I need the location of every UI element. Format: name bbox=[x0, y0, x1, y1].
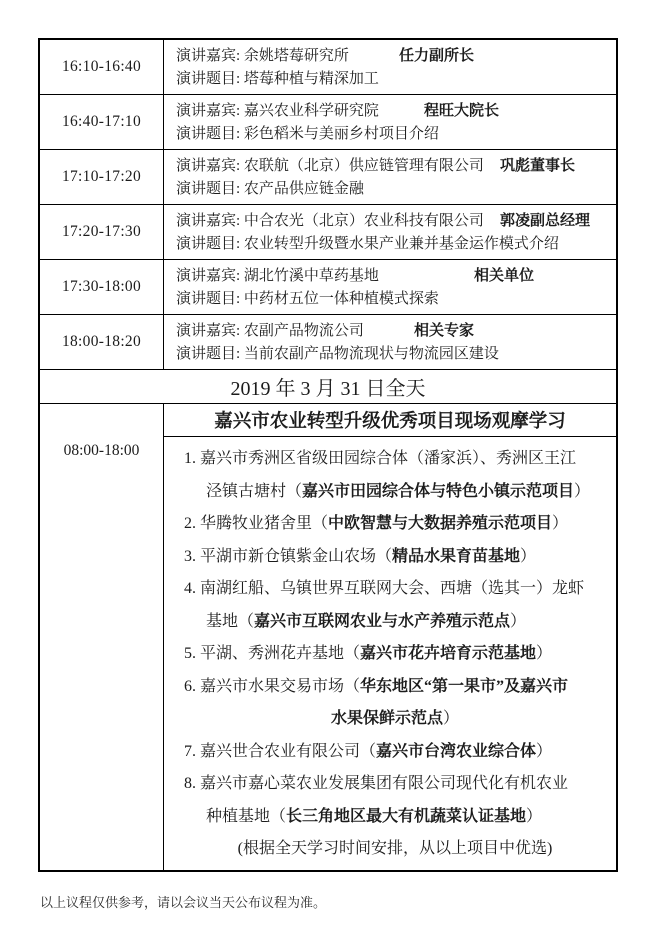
line-text-bold: 嘉兴市花卉培育示范基地 bbox=[360, 645, 537, 662]
guest-label: 演讲嘉宾: bbox=[176, 103, 244, 119]
topic-text: 彩色稻米与美丽乡村项目介绍 bbox=[243, 126, 439, 142]
guest-label: 演讲嘉宾: bbox=[176, 213, 244, 229]
speaker-name: 任力副所长 bbox=[398, 48, 474, 64]
topic-label: 演讲题目: bbox=[176, 291, 244, 307]
footer-disclaimer: 以上议程仅供参考，请以会议当天公布议程为准。 bbox=[40, 895, 327, 910]
line-text: ） bbox=[526, 807, 543, 825]
line-text: ） bbox=[574, 482, 591, 500]
time-cell: 17:10-17:20 bbox=[40, 150, 164, 204]
line-text: 5. 平湖、秀洲花卉基地（ bbox=[184, 645, 361, 662]
speaker-name: 郭凌副总经理 bbox=[499, 213, 590, 229]
trip-item-line bbox=[184, 638, 606, 671]
line-text-bold: 嘉兴市互联网农业与水产养殖示范点 bbox=[254, 612, 511, 630]
topic-label: 演讲题目: bbox=[176, 126, 244, 142]
time-cell: 16:10-16:40 bbox=[40, 40, 164, 94]
trip-item-line bbox=[184, 573, 606, 606]
time-cell: 16:40-17:10 bbox=[40, 95, 164, 149]
time-cell: 18:00-18:20 bbox=[40, 315, 164, 369]
time-cell: 08:00-18:00 bbox=[40, 404, 164, 870]
field-trip-row bbox=[40, 404, 616, 870]
topic-text: 中药材五位一体种植模式探索 bbox=[243, 291, 439, 307]
session-cell bbox=[164, 150, 616, 204]
speaker-org: 嘉兴农业科学研究院 bbox=[243, 103, 379, 119]
guest-label: 演讲嘉宾: bbox=[176, 48, 244, 64]
trip-item-line bbox=[184, 768, 606, 801]
guest-line bbox=[176, 265, 608, 288]
trip-item-line bbox=[184, 476, 606, 509]
trip-item-line bbox=[184, 541, 606, 574]
line-text: 2. 华腾牧业猪舍里（ bbox=[184, 515, 329, 532]
field-trip-list bbox=[164, 437, 616, 870]
trip-item-line bbox=[184, 736, 606, 769]
line-text: 8. 嘉兴市嘉心菜农业发展集团有限公司现代化有机农业 bbox=[184, 775, 569, 792]
topic-line bbox=[176, 68, 608, 91]
field-trip-cell bbox=[164, 404, 616, 870]
line-text-bold: 中欧智慧与大数据养殖示范项目 bbox=[328, 515, 553, 532]
topic-label: 演讲题目: bbox=[176, 181, 244, 197]
trip-item-line bbox=[184, 801, 606, 834]
time-cell: 17:20-17:30 bbox=[40, 205, 164, 259]
line-text: 6. 嘉兴市水果交易市场（ bbox=[184, 677, 361, 695]
guest-line bbox=[176, 45, 608, 68]
speaker-org: 余姚塔莓研究所 bbox=[243, 48, 349, 64]
line-text: ） bbox=[536, 742, 553, 760]
speaker-org: 农副产品物流公司 bbox=[243, 323, 364, 339]
line-text: ） bbox=[520, 547, 537, 565]
line-text: ） bbox=[552, 515, 569, 532]
trip-item-line bbox=[184, 703, 606, 736]
speaker-org: 农联航（北京）供应链管理有限公司 bbox=[243, 158, 484, 174]
topic-label: 演讲题目: bbox=[176, 236, 244, 252]
topic-line bbox=[176, 343, 608, 366]
line-text: ） bbox=[536, 645, 553, 662]
topic-text: 农产品供应链金融 bbox=[243, 181, 364, 197]
trip-item-line bbox=[184, 833, 606, 866]
trip-item-line bbox=[184, 443, 606, 476]
line-text-bold: 嘉兴市台湾农业综合体 bbox=[376, 742, 537, 760]
speaker-name: 相关专家 bbox=[413, 323, 474, 339]
topic-text: 塔莓种植与精深加工 bbox=[243, 71, 379, 87]
speaker-name: 程旺大院长 bbox=[423, 103, 499, 119]
trip-item-line bbox=[184, 508, 606, 541]
field-trip-title: 嘉兴市农业转型升级优秀项目现场观摩学习 bbox=[164, 404, 616, 437]
schedule-row bbox=[40, 40, 616, 95]
line-text: 7. 嘉兴世合农业有限公司（ bbox=[184, 742, 377, 760]
topic-line bbox=[176, 288, 608, 311]
date-banner-row bbox=[40, 370, 616, 404]
line-text-bold: 嘉兴市田园综合体与特色小镇示范项目 bbox=[302, 482, 575, 500]
schedule-row bbox=[40, 260, 616, 315]
trip-item-line bbox=[184, 606, 606, 639]
speaker-org: 中合农光（北京）农业科技有限公司 bbox=[243, 213, 484, 229]
line-text-bold: 华东地区“第一果市”及嘉兴市 bbox=[360, 677, 569, 695]
guest-label: 演讲嘉宾: bbox=[176, 323, 244, 339]
line-text: 1. 嘉兴市秀洲区省级田园综合体（潘家浜）、秀洲区王江 bbox=[184, 450, 577, 467]
topic-label: 演讲题目: bbox=[176, 346, 244, 362]
line-text: 种植基地（ bbox=[206, 807, 287, 825]
topic-line bbox=[176, 178, 608, 201]
speaker-org: 湖北竹溪中草药基地 bbox=[243, 268, 379, 284]
line-text: 泾镇古塘村（ bbox=[206, 482, 303, 500]
agenda-table bbox=[38, 38, 618, 872]
schedule-row bbox=[40, 150, 616, 205]
line-text: ） bbox=[443, 710, 460, 727]
line-text: 3. 平湖市新仓镇紫金山农场（ bbox=[184, 547, 393, 565]
line-text-bold: 精品水果育苗基地 bbox=[392, 547, 521, 565]
guest-line bbox=[176, 320, 608, 343]
speaker-name: 巩彪董事长 bbox=[499, 158, 575, 174]
line-text: 基地（ bbox=[206, 612, 255, 630]
schedule-row bbox=[40, 205, 616, 260]
guest-line bbox=[176, 155, 608, 178]
session-cell bbox=[164, 260, 616, 314]
line-text: ） bbox=[510, 612, 527, 630]
topic-label: 演讲题目: bbox=[176, 71, 244, 87]
topic-line bbox=[176, 123, 608, 146]
date-banner: 2019 年 3 月 31 日全天 bbox=[230, 378, 426, 400]
session-cell bbox=[164, 315, 616, 369]
session-cell bbox=[164, 205, 616, 259]
guest-line bbox=[176, 100, 608, 123]
line-text: (根据全天学习时间安排，从以上项目中优选) bbox=[237, 840, 553, 857]
schedule-row bbox=[40, 315, 616, 370]
guest-label: 演讲嘉宾: bbox=[176, 268, 244, 284]
topic-text: 农业转型升级暨水果产业兼并基金运作模式介绍 bbox=[243, 236, 559, 252]
line-text-bold: 长三角地区最大有机蔬菜认证基地 bbox=[286, 807, 527, 825]
guest-line bbox=[176, 210, 608, 233]
speaker-name: 相关单位 bbox=[473, 268, 534, 284]
time-cell: 17:30-18:00 bbox=[40, 260, 164, 314]
line-text: 4. 南湖红船、乌镇世界互联网大会、西塘（选其一）龙虾 bbox=[184, 580, 585, 597]
schedule-row bbox=[40, 95, 616, 150]
line-text-bold: 水果保鲜示范点 bbox=[330, 710, 443, 727]
topic-line bbox=[176, 233, 608, 256]
topic-text: 当前农副产品物流现状与物流园区建设 bbox=[243, 346, 499, 362]
session-cell bbox=[164, 40, 616, 94]
session-cell bbox=[164, 95, 616, 149]
guest-label: 演讲嘉宾: bbox=[176, 158, 244, 174]
trip-item-line bbox=[184, 671, 606, 704]
